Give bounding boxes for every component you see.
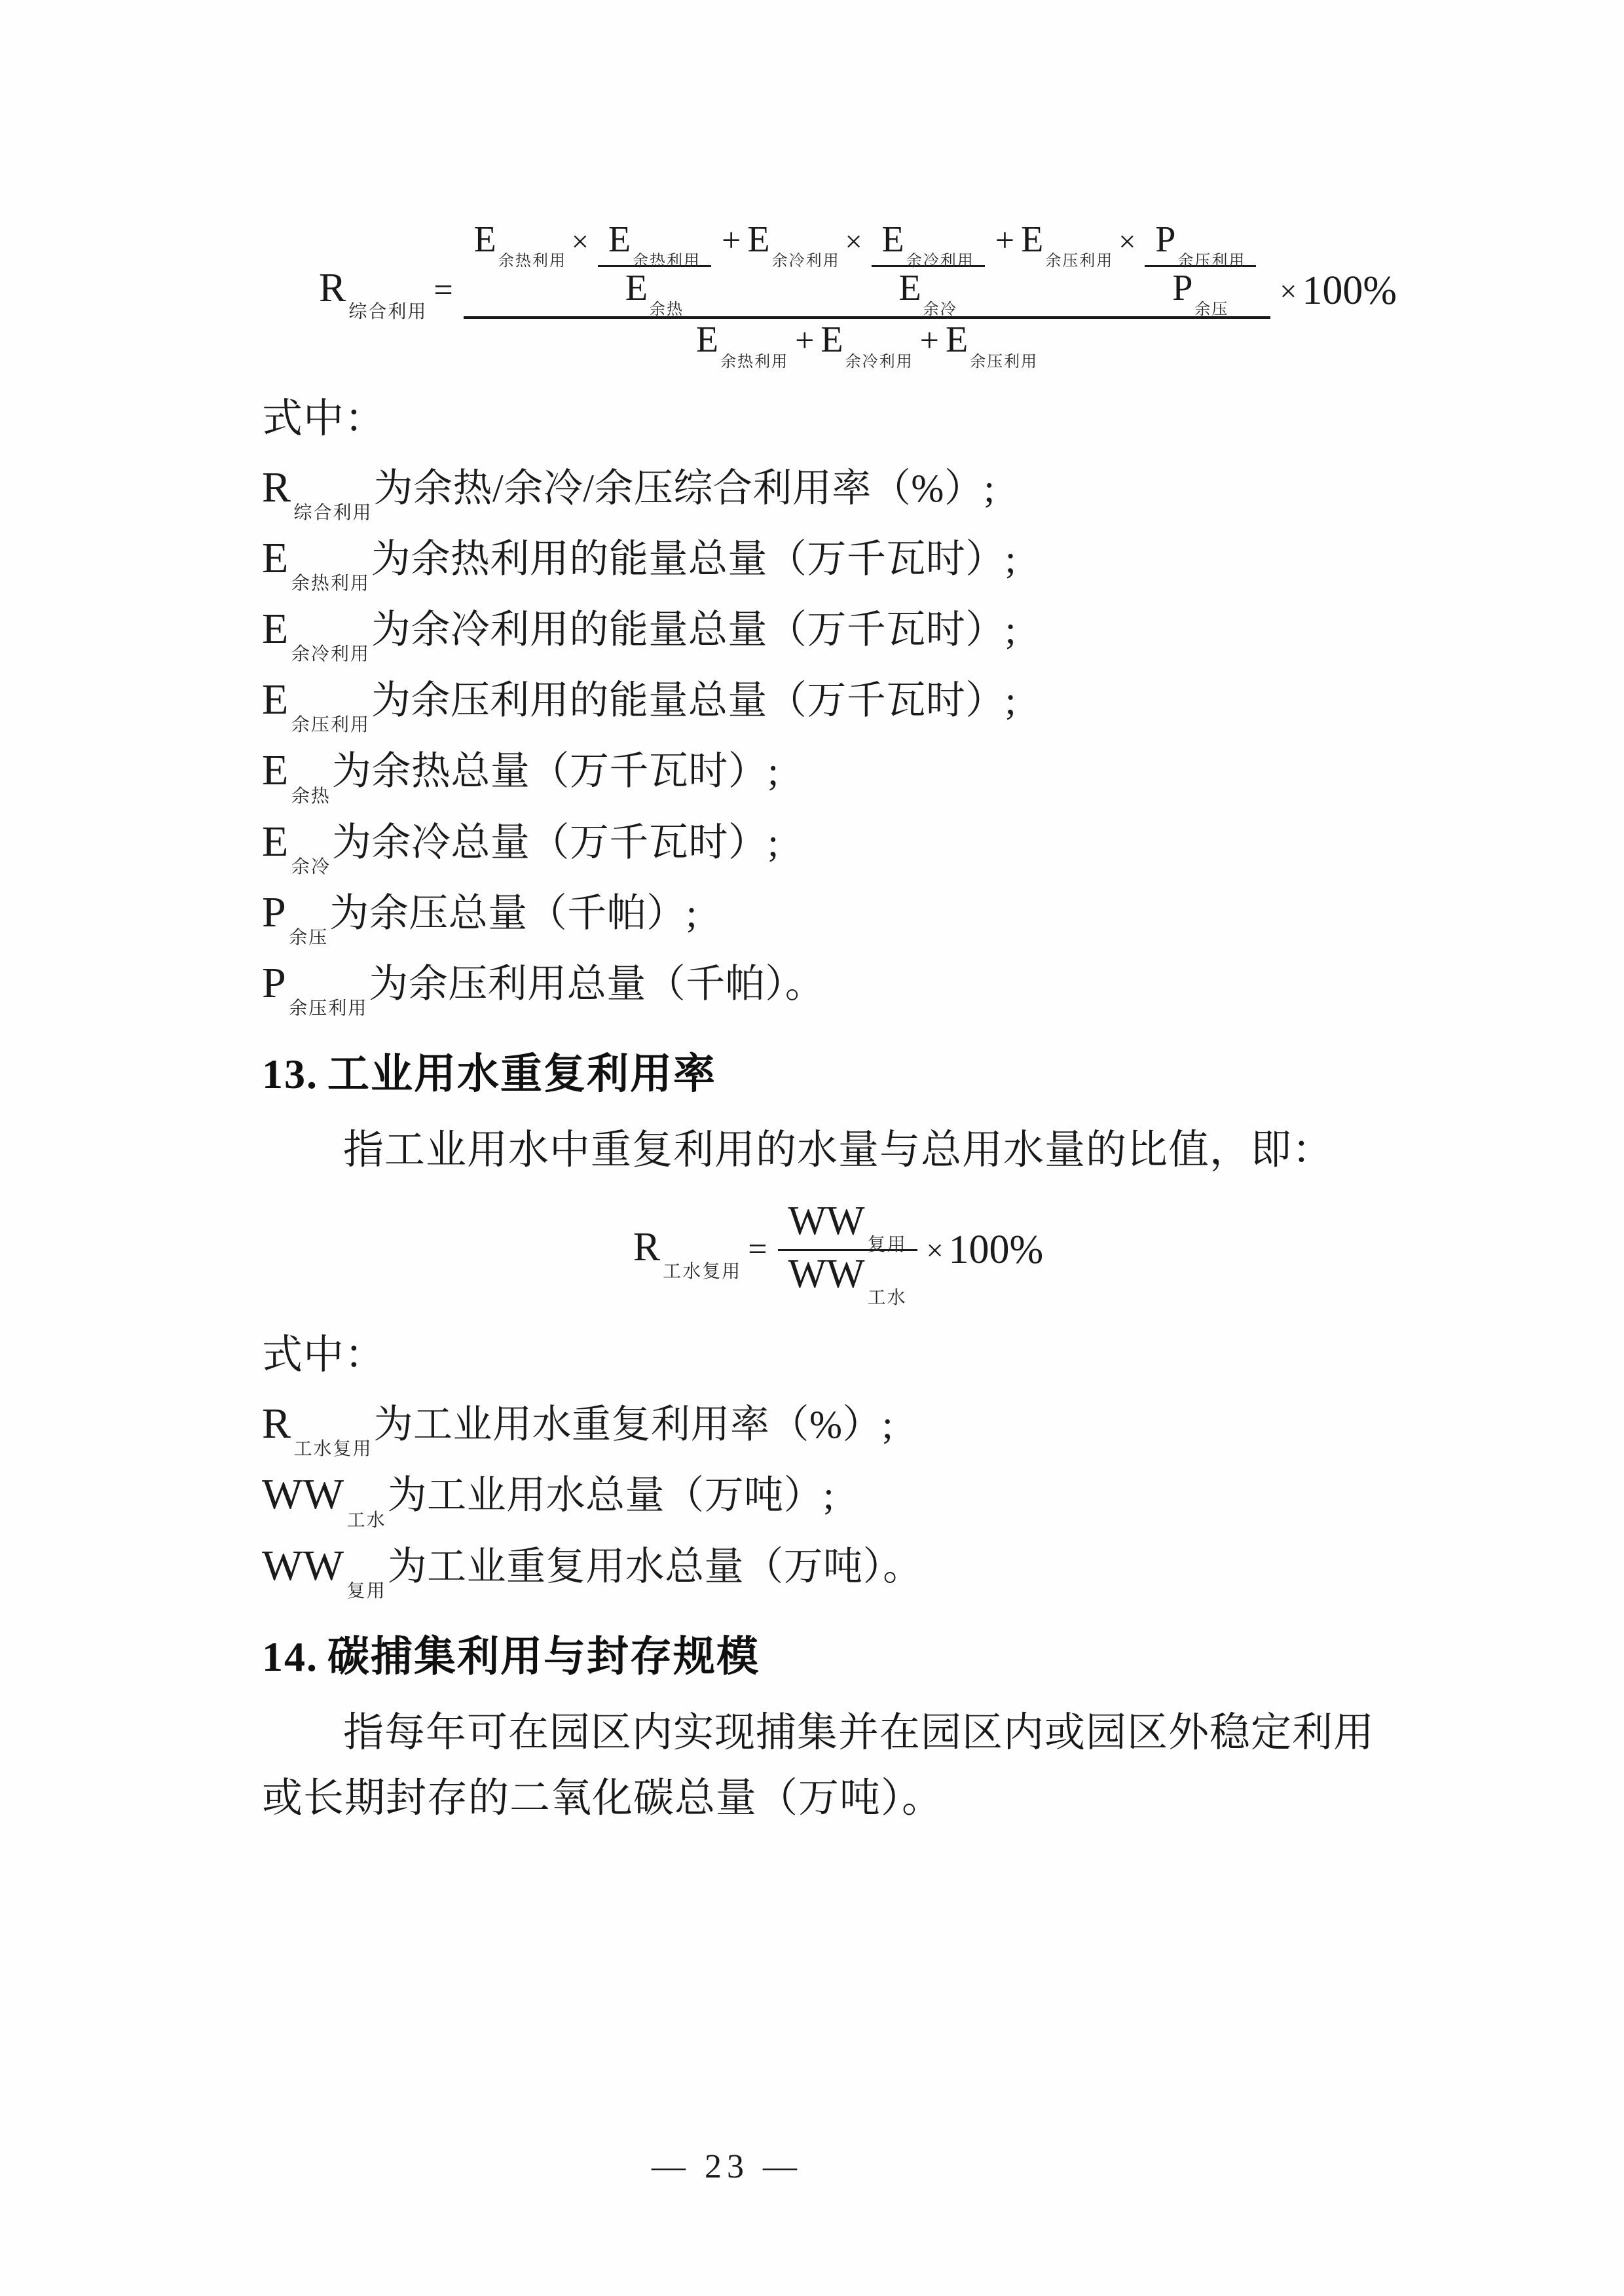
definition-line [262, 888, 1414, 948]
denominator-term-1: $E_{余热利用}$ [695, 319, 789, 371]
definition-text: 为余压利用总量（千帕）。 [369, 962, 825, 1006]
formula-water-reuse-rate [262, 1198, 1414, 1309]
section-13-body: 指工业用水中重复利用的水量与总用水量的比值，即： [343, 1128, 1334, 1173]
definition-symbol: $E_{余热}$ [262, 746, 331, 807]
definition-text: 为余热/余冷/余压综合利用率（%）; [373, 466, 995, 510]
main-fraction-numerator [464, 216, 1271, 319]
formula-lhs-symbol: $R_{综合利用}$ [318, 266, 428, 323]
times-sign: × [1118, 225, 1136, 258]
times-sign: × [845, 225, 862, 258]
page-content [262, 216, 1414, 1832]
definition-symbol: $WW_{工水}$ [262, 1470, 386, 1531]
definition-line [262, 958, 1414, 1019]
inner-fraction-numerator: $E_{余冷利用}$ [881, 219, 974, 270]
where-label-1: 式中： [262, 396, 386, 441]
plus-sign: + [795, 322, 815, 360]
definition-text: 为工业重复用水总量（万吨）。 [387, 1544, 923, 1588]
definition-symbol: $E_{余压利用}$ [262, 676, 370, 736]
definition-line [262, 1470, 1414, 1531]
section-title: 工业用水重复利用率 [327, 1051, 716, 1098]
denominator-term-2: $E_{余冷利用}$ [821, 319, 913, 371]
definition-text: 为余压利用的能量总量（万千瓦时）; [371, 679, 1017, 723]
numerator-term-1-fraction [598, 219, 711, 319]
page-number: — 23 — [652, 2148, 802, 2185]
times-sign: × [926, 1233, 944, 1267]
definition-line [262, 1541, 1414, 1601]
definition-text: 为余压总量（千帕）; [329, 891, 697, 935]
definition-line [262, 817, 1414, 877]
inner-fraction-denominator: $E_{余冷}$ [898, 268, 957, 319]
definition-symbol: $E_{余冷}$ [262, 817, 331, 877]
definition-line [262, 1400, 1414, 1460]
times-sign: × [1280, 274, 1297, 308]
inner-fraction-denominator: $E_{余热}$ [625, 268, 684, 319]
definition-symbol: $R_{综合利用}$ [262, 463, 373, 523]
definition-symbol: $E_{余热利用}$ [262, 534, 370, 594]
section-heading-13 [262, 1040, 1414, 1101]
definition-symbol: $E_{余冷利用}$ [262, 604, 370, 665]
main-fraction [464, 216, 1271, 371]
formula-lhs-symbol: $R_{工水复用}$ [633, 1225, 742, 1282]
definition-line [262, 463, 1414, 523]
numerator-term-3-factor: $E_{余压利用}$ [1021, 219, 1114, 270]
plus-sign: + [995, 222, 1015, 259]
definition-text: 为余热利用的能量总量（万千瓦时）; [371, 537, 1017, 581]
inner-fraction-denominator: $P_{余压}$ [1172, 268, 1229, 319]
formula-comprehensive-utilization [262, 216, 1414, 371]
numerator-term-2-fraction [872, 219, 985, 319]
plus-sign: + [919, 322, 939, 360]
definition-symbol: $P_{余压利用}$ [262, 958, 368, 1019]
main-fraction-denominator [686, 319, 1048, 371]
definition-symbol: $P_{余压}$ [262, 888, 329, 948]
section-number: 13. [262, 1051, 318, 1098]
section-title: 碳捕集利用与封存规模 [327, 1633, 760, 1680]
inner-fraction-numerator: $P_{余压利用}$ [1155, 219, 1246, 270]
section-heading-14 [262, 1623, 1414, 1683]
formula-lhs-subscript: 综合利用 [348, 302, 428, 323]
definition-symbol: $R_{工水复用}$ [262, 1400, 373, 1460]
definition-line [262, 534, 1414, 594]
where-label-2: 式中： [262, 1333, 386, 1378]
definition-line [262, 604, 1414, 665]
plus-sign: + [722, 222, 741, 259]
definition-line [262, 746, 1414, 807]
percent-multiplier: 100% [948, 1228, 1044, 1273]
percent-multiplier: 100% [1302, 268, 1397, 314]
definition-line [262, 676, 1414, 736]
inner-fraction-numerator: $E_{余热利用}$ [608, 219, 701, 270]
definition-text: 为余冷总量（万千瓦时）; [331, 820, 779, 864]
numerator-term-1-factor: $E_{余热利用}$ [473, 219, 566, 270]
definition-text: 为余冷利用的能量总量（万千瓦时）; [371, 608, 1017, 651]
numerator-term-2-factor: $E_{余冷利用}$ [747, 219, 840, 270]
equals-sign: = [748, 1231, 767, 1269]
water-fraction-numerator: $WW_{复用}$ [788, 1198, 907, 1255]
formula-lhs-subscript: 工水复用 [663, 1261, 742, 1282]
equals-sign: = [434, 272, 453, 310]
water-fraction [778, 1198, 917, 1309]
definition-text: 为余热总量（万千瓦时）; [331, 750, 779, 793]
denominator-term-3: $E_{余压利用}$ [945, 319, 1039, 371]
water-fraction-denominator: $WW_{工水}$ [788, 1251, 907, 1309]
definition-text: 为工业用水总量（万吨）; [387, 1474, 835, 1518]
definition-symbol: $WW_{复用}$ [262, 1541, 386, 1601]
times-sign: × [571, 225, 589, 258]
section-14-body: 指每年可在园区内实现捕集并在园区内或园区外稳定利用或长期封存的二氧化碳总量（万吨）。 [262, 1710, 1375, 1821]
section-number: 14. [262, 1633, 318, 1680]
numerator-term-3-fraction [1145, 219, 1256, 319]
definition-text: 为工业用水重复利用率（%）; [373, 1403, 894, 1447]
